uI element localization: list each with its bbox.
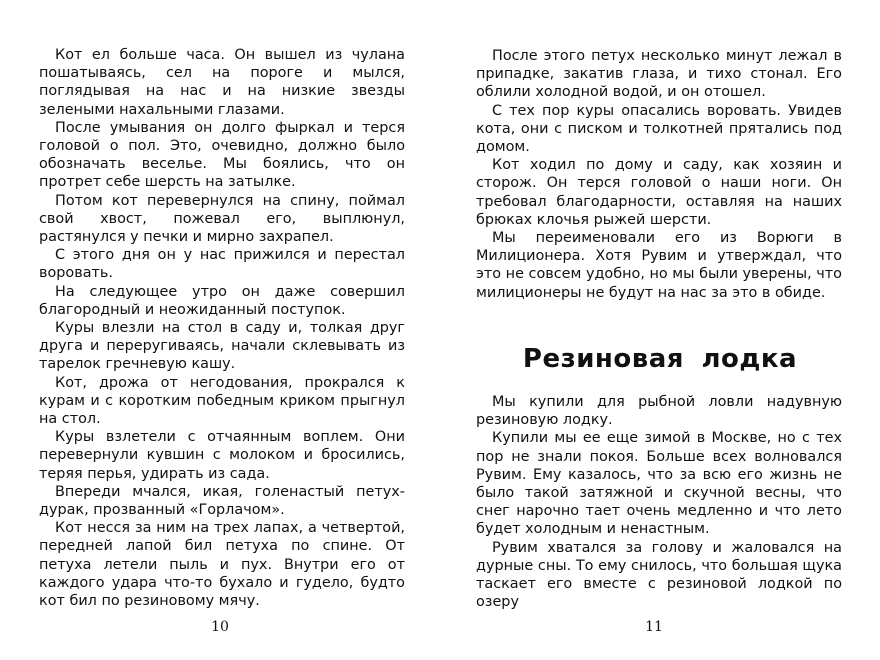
paragraph: Куры влезли на стол в саду и, толкая друг друга и переругиваясь, начали склевывать из тарелок гречневую кашу. xyxy=(39,320,405,373)
right-page-body-bottom xyxy=(476,393,842,611)
paragraph: Кот несся за ним на трех лапах, а четвертой, передней лапой бил петуха по спине. От петуха летели пыль и пух. Внутри его от каждого удара что-то бухало и гудело, будто кот бил по резиновому мячу. xyxy=(39,520,405,610)
right-page xyxy=(440,0,880,660)
paragraph: Кот, дрожа от негодования, прокрался к курам и с коротким победным криком прыгнул на стол. xyxy=(39,374,405,428)
page-number-left: 10 xyxy=(211,619,229,635)
paragraph: Кот ел больше часа. Он вышел из чулана пошатываясь, сел на пороге и мылся, поглядывая на нас и на низкие звезды зелеными нахальными глазами. xyxy=(39,47,405,118)
paragraph: Впереди мчался, икая, голенастый петух-дурак, прозванный «Горлачом». xyxy=(39,483,405,519)
paragraph: Куры взлетели с отчаянным воплем. Они перевернули кувшин с молоком и бросились, теряя перья, удирать из сада. xyxy=(39,429,405,482)
paragraph: Мы купили для рыбной ловли надувную резиновую лодку. xyxy=(476,394,842,429)
page-number-right: 11 xyxy=(645,619,663,635)
paragraph: Потом кот перевернулся на спину, поймал свой хвост, пожевал его, выплюнул, растянулся у печки и мирно захрапел. xyxy=(39,192,405,246)
paragraph: На следующее утро он даже совершил благородный и неожиданный поступок. xyxy=(39,283,405,318)
paragraph: Мы переименовали его из Ворюги в Милиционера. Хотя Рувим и утверждал, что это не совсем удобно, но мы были уверены, что милиционеры не будут на нас за это в обиде. xyxy=(476,230,842,301)
chapter-title: Резиновая лодка xyxy=(522,344,798,374)
paragraph: После умывания он долго фыркал и терся головой о пол. Это, очевидно, должно было обозначать веселье. Мы боялись, что он протрет себе шерсть на затылке. xyxy=(39,119,405,191)
paragraph: С этого дня он у нас прижился и перестал воровать. xyxy=(39,247,405,282)
left-page-body xyxy=(39,46,405,610)
paragraph: Купили мы ее еще зимой в Москве, но с тех пор не знали покоя. Больше всех волновался Рувим. Ему казалось, что за всю его жизнь не было такой затяжной и скучной весны, что снег нарочно тает очень медленно и что лето будет холодным и ненастным. xyxy=(476,430,842,538)
paragraph: Кот ходил по дому и саду, как хозяин и сторож. Он терся головой о наши ноги. Он требовал благодарности, оставляя на наших брюках клочья рыжей шерсти. xyxy=(476,157,842,228)
paragraph: С тех пор куры опасались воровать. Увидев кота, они с писком и толкотней прятались под домом. xyxy=(476,102,842,156)
paragraph: После этого петух несколько минут лежал в припадке, закатив глаза, и тихо стонал. Его облили холодной водой, и он отошел. xyxy=(476,48,842,101)
right-page-body-top xyxy=(476,47,842,302)
paragraph: Рувим хватался за голову и жаловался на дурные сны. То ему снилось, что большая щука таскает его вместе с резиновой лодкой по озеру xyxy=(476,539,842,611)
